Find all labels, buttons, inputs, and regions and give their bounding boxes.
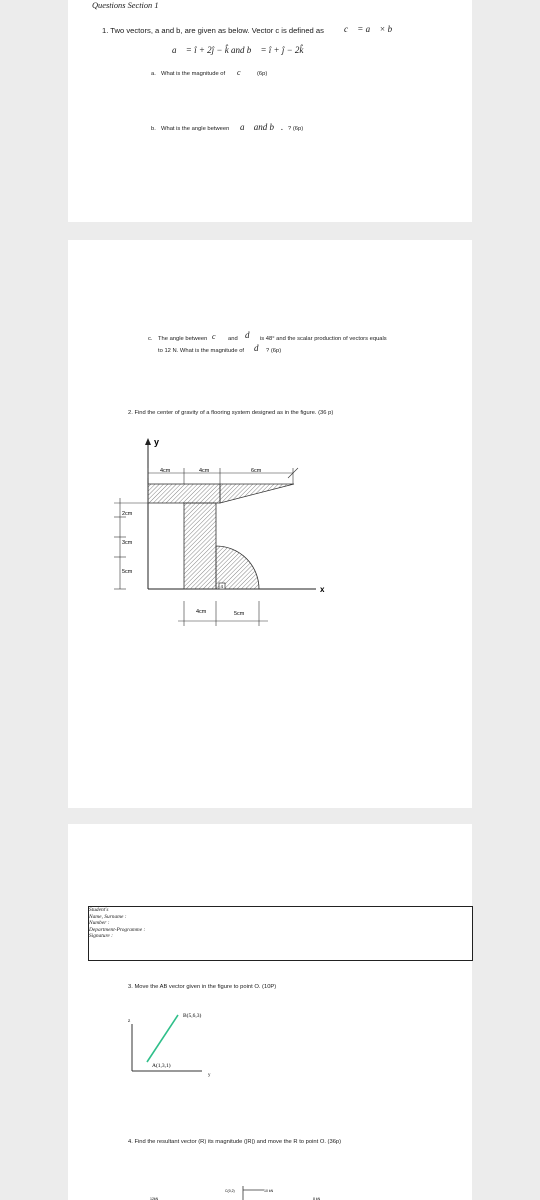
y-axis-arrow-icon [145, 438, 151, 445]
document-page-2 [68, 240, 472, 808]
question-1a-text: What is the magnitude of [161, 71, 226, 77]
question-1c-and: and [228, 336, 238, 342]
question-1-vectors: a⃗ = î + 2ĵ − k̂ and b⃗ = î + ĵ − 2k̂ [172, 45, 304, 55]
question-2-text: 2. Find the center of gravity of a flooring system designed as in the figure. (36 p) [128, 410, 334, 416]
hole-label: 4 [220, 584, 224, 589]
question-1c-points: ? (6p) [266, 348, 282, 354]
x-axis-label: x [320, 585, 325, 594]
q4-force-label: 8 kN [313, 1197, 321, 1200]
q4-force-label: 10 kN [264, 1189, 274, 1193]
question-1b-vectors: a⃗ and b⃗. [240, 122, 284, 132]
student-info-line: Department-Programme : [89, 926, 146, 933]
point-a-label: A(1,3,1) [152, 1063, 171, 1069]
question-1a-vector: c⃗ [237, 68, 247, 77]
question-1-definition: c⃗ = a⃗ × b⃗ [344, 24, 400, 34]
question-1b-points: ? (6p) [288, 126, 304, 132]
vector-ab-line [147, 1015, 178, 1062]
question-1c-vector-c: c⃗ [212, 332, 222, 341]
student-info-line: Student's [89, 907, 109, 913]
top-dimension-label: 6cm [251, 468, 262, 474]
question-1b-text: What is the angle between [161, 126, 230, 132]
student-info-line: Signature : [89, 933, 113, 939]
z-axis-label: z [128, 1019, 131, 1024]
document-page-3 [68, 824, 472, 1200]
top-dimension-label: 4cm [160, 468, 171, 474]
question-1c-text-a: The angle between [158, 336, 208, 342]
question-1a-points: (6p) [257, 71, 268, 77]
quarter-circle [216, 546, 259, 589]
web-rect [184, 503, 216, 589]
document-page-1 [68, 0, 472, 222]
left-dimension-label: 2cm [122, 511, 133, 517]
q4-point-label: C(0,2) [225, 1189, 235, 1193]
question-3-text: 3. Move the AB vector given in the figure to point O. (10P) [128, 984, 277, 990]
y-axis-label: y [208, 1073, 211, 1078]
top-dimension-label: 4cm [199, 468, 210, 474]
question-1b-label: b. [151, 126, 156, 132]
y-axis-label: y [154, 437, 160, 447]
q4-force-label: 12kN [150, 1197, 159, 1200]
left-dimension-label: 5cm [122, 569, 133, 575]
left-dimension-label: 3cm [122, 540, 133, 546]
section-header: Questions Section 1 [92, 1, 159, 10]
flooring-system-figure [68, 240, 472, 640]
point-b-label: B(5,6,3) [183, 1013, 202, 1019]
top-flange-triangle [220, 484, 294, 503]
question-1c-label: c. [148, 336, 153, 342]
bottom-dimension-label: 4cm [196, 609, 207, 615]
question-1c-vector-d: d⃗ [245, 330, 257, 340]
question-1c-text-b: is 48° and the scalar production of vectors equals [260, 336, 387, 342]
question-4-text: 4. Find the resultant vector (R) its magnitude (|R|) and move the R to point O. (36p) [128, 1139, 342, 1145]
question-1-text: 1. Two vectors, a and b, are given as below. Vector c is defined as [102, 26, 324, 35]
bottom-dimension-label: 5cm [234, 611, 245, 617]
student-info-line: Name, Surname : [89, 913, 127, 920]
student-info-line: Number : [89, 920, 110, 926]
question-1a-label: a. [151, 71, 156, 77]
top-flange-rect [148, 484, 220, 503]
question-1c-vector-d-2: d⃗ [254, 343, 266, 353]
question-1c-text-c: to 12 N. What is the magnitude of [158, 348, 245, 354]
